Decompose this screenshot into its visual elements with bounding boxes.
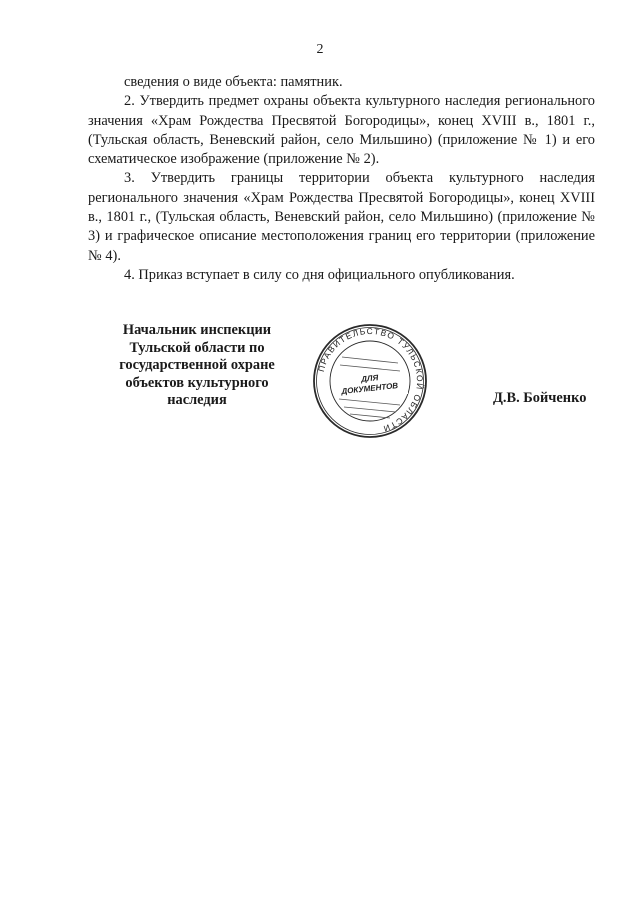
stamp-center-line-1: ДЛЯ: [360, 373, 379, 384]
signature-title-line: Начальник инспекции: [122, 322, 272, 338]
signature-title-line: объектов культурного: [125, 374, 269, 391]
signature-title: [104, 322, 290, 410]
page-number: 2: [316, 42, 324, 57]
paragraph-item-2: 2. Утвердить предмет охраны объекта культурного наследия регионального значения «Храм Рождества Пресвятой Богородицы», конец XVIII в., 1801 г., (Тульская область, Веневский район, село Мильшино) (приложение № 1) и его схематическое изображение (приложение № 2).: [88, 93, 595, 168]
signature-title-line: Тульской области по: [129, 339, 265, 356]
stamp-ring-text: ПРАВИТЕЛЬСТВО ТУЛЬСКОЙ ОБЛАСТИ: [315, 325, 426, 435]
stamp-center-line-2: ДОКУМЕНТОВ: [340, 381, 399, 396]
signature-title-line: государственной охране: [119, 357, 275, 374]
signatory-name: Д.В. Бойченко: [493, 390, 587, 406]
official-seal-stamp: [312, 323, 428, 439]
paragraph-item-4: 4. Приказ вступает в силу со дня официального опубликования.: [124, 266, 515, 283]
paragraph-item-3: 3. Утвердить границы территории объекта культурного наследия регионального значения «Храм Рождества Пресвятой Богородицы», конец XVIII в., 1801 г., (Тульская область, Веневский район, село Мильшино) (приложение № 3) и графическое описание местоположения границ его территории (приложение № 4).: [88, 170, 595, 264]
signature-title-line: наследия: [167, 392, 227, 409]
paragraph-continuation: сведения о виде объекта: памятник.: [124, 74, 343, 90]
document-body: [88, 73, 595, 285]
